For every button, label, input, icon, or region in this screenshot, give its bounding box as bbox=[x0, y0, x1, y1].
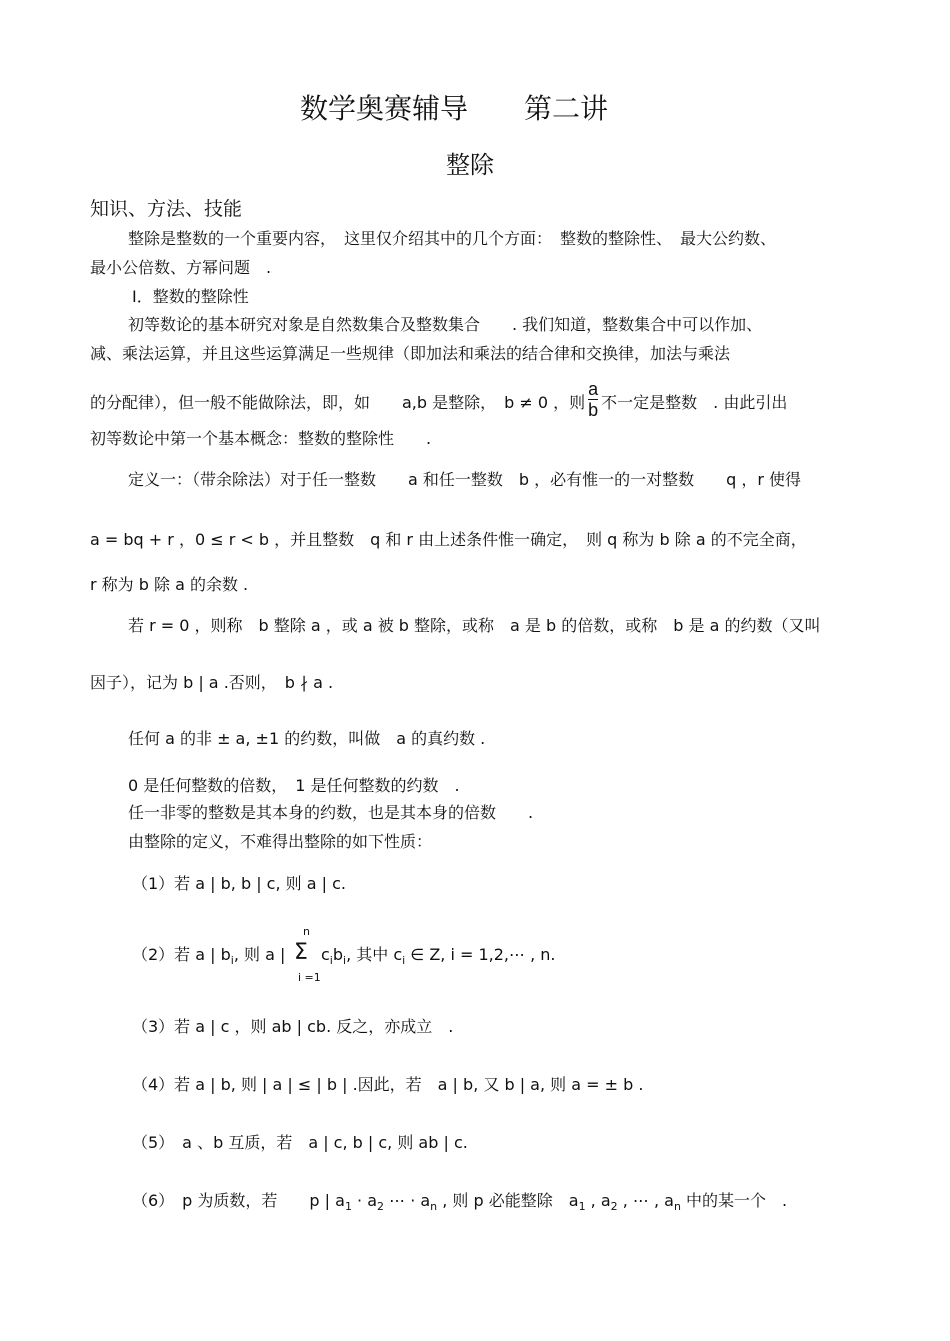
subscript-n: n bbox=[673, 1200, 681, 1214]
property-6-part-c: ⋯ · a bbox=[384, 1191, 431, 1210]
subscript-i: i bbox=[230, 954, 234, 968]
subscript-i: i bbox=[329, 954, 333, 968]
property-6-part-e: , a bbox=[585, 1191, 611, 1210]
subscript-2: 2 bbox=[610, 1200, 618, 1214]
property-2-tail bbox=[321, 945, 555, 971]
subscript-1: 1 bbox=[578, 1200, 586, 1214]
sum-sign: Σ bbox=[294, 940, 308, 965]
property-6-part-d: , 则 p 必能整除 a bbox=[437, 1191, 579, 1210]
property-2 bbox=[132, 945, 285, 971]
def1-line-2: a = bq + r ，0 ≤ r < b ，并且整数 q 和 r 由上述条件惟一确定， 则 q 称为 b 除 a 的不完全商， bbox=[90, 530, 807, 549]
intro-line-2: 最小公倍数、方幂问题 . bbox=[90, 258, 272, 277]
property-2-part-f: ∈ Z, i = 1,2,⋯ , n. bbox=[405, 945, 556, 964]
subscript-2: 2 bbox=[377, 1200, 385, 1214]
term-b: b bbox=[332, 945, 344, 964]
page-subtitle: 整除 bbox=[446, 151, 494, 179]
def1-line-1: 定义一：（带余除法）对于任一整数 a 和任一整数 b ，必有惟一的一对整数 q ，r 使得 bbox=[128, 470, 802, 489]
subscript-i: i bbox=[343, 954, 347, 968]
property-6-part-f: , ⋯ , a bbox=[617, 1191, 674, 1210]
property-6-part-g: 中的某一个 . bbox=[680, 1191, 788, 1210]
property-2-part-e: , 其中 c bbox=[346, 945, 403, 964]
sum-lower-limit: i =1 bbox=[298, 971, 321, 984]
def2-line-2: 因子），记为 b | a .否则， b ∤ a . bbox=[90, 673, 334, 692]
para1-line-3-end: 不一定是整数 . 由此引出 bbox=[601, 393, 788, 412]
property-3: （3）若 a | c ，则 ab | cb. 反之，亦成立 . bbox=[132, 1017, 454, 1036]
property-4: （4）若 a | b, 则 | a | ≤ | b | .因此，若 a | b, 又 b | a, 则 a = ± b . bbox=[132, 1075, 644, 1094]
zero-note: 0 是任何整数的倍数， 1 是任何整数的约数 . bbox=[128, 776, 460, 795]
subscript-1: 1 bbox=[344, 1200, 352, 1214]
property-5: （5） a 、b 互质，若 a | c, b | c, 则 ab | c. bbox=[132, 1133, 468, 1152]
sum-upper-limit: n bbox=[303, 925, 310, 938]
property-6 bbox=[132, 1191, 787, 1217]
para1-line-3 bbox=[90, 379, 788, 424]
section-heading: 知识、方法、技能 bbox=[90, 198, 243, 220]
property-1: （1）若 a | b, b | c, 则 a | c. bbox=[132, 874, 346, 893]
nonzero-note: 任一非零的整数是其本身的约数，也是其本身的倍数 . bbox=[128, 803, 534, 822]
part-heading: Ⅰ．整数的整除性 bbox=[132, 287, 249, 306]
def1-line-3: r 称为 b 除 a 的余数 . bbox=[90, 575, 249, 594]
para1-line-1: 初等数论的基本研究对象是自然数集合及整数集合 . 我们知道，整数集合中可以作加、 bbox=[128, 315, 763, 334]
subscript-n: n bbox=[430, 1200, 438, 1214]
page-title: 数学奥赛辅导 第二讲 bbox=[300, 92, 609, 125]
property-6-part-b: · a bbox=[351, 1191, 378, 1210]
intro-line-1: 整除是整数的一个重要内容， 这里仅介绍其中的几个方面： 整数的整除性、 最大公约数、 bbox=[128, 229, 777, 248]
proper-divisor-note: 任何 a 的非 ± a, ±1 的约数，叫做 a 的真约数 . bbox=[128, 729, 486, 748]
fraction-denominator: b bbox=[588, 400, 599, 420]
subscript-i: i bbox=[402, 954, 406, 968]
def2-line-1: 若 r = 0 ，则称 b 整除 a ，或 a 被 b 整除，或称 a 是 b 的倍数，或称 b 是 a 的约数（又叫 bbox=[128, 616, 821, 635]
coef-c: c bbox=[321, 945, 330, 964]
fraction-a-over-b bbox=[588, 379, 598, 420]
para1-line-2: 减、乘法运算，并且这些运算满足一些规律（即加法和乘法的结合律和交换律，加法与乘法 bbox=[90, 344, 731, 363]
property-6-part-a: （6） p 为质数，若 p | a bbox=[132, 1191, 345, 1210]
property-2-part-a: （2）若 a | b bbox=[132, 945, 231, 964]
fraction-numerator: a bbox=[588, 379, 599, 399]
para1-line-3-start: 的分配律），但一般不能做除法，即，如 a,b 是整除， b ≠ 0 ，则 bbox=[90, 393, 586, 412]
properties-lead: 由整除的定义，不难得出整除的如下性质： bbox=[128, 832, 433, 851]
property-2-part-b: , 则 a | bbox=[233, 945, 286, 964]
para1-line-4: 初等数论中第一个基本概念：整数的整除性 . bbox=[90, 429, 432, 448]
